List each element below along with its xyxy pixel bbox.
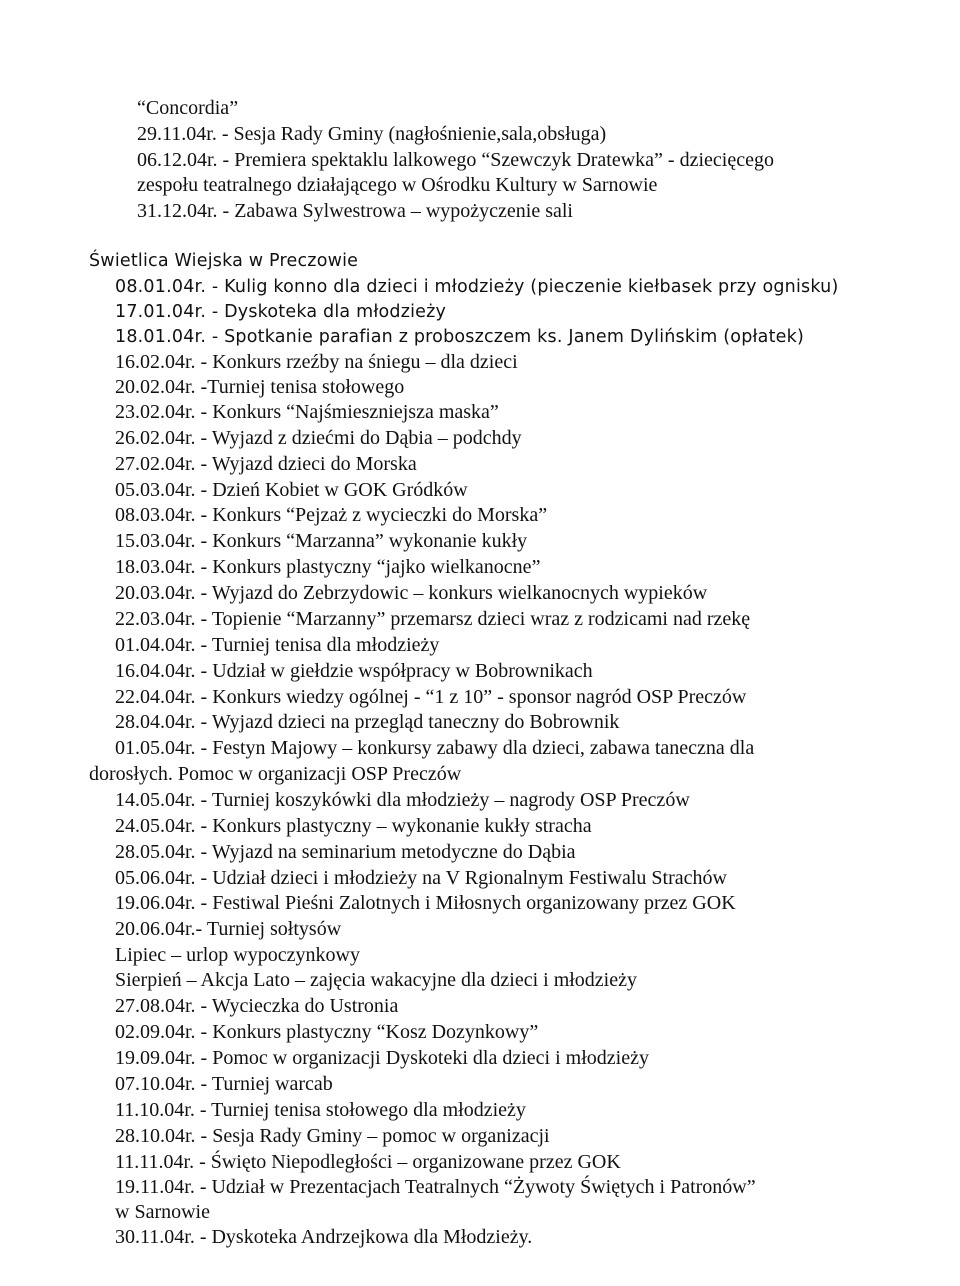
entry-line: Sierpień – Akcja Lato – zajęcia wakacyjne dla dzieci i młodzieży — [115, 969, 637, 991]
entry-line: 06.12.04r. - Premiera spektaklu lalkowego “Szewczyk Dratewka” - dziecięcego — [137, 149, 774, 171]
entry-line: Lipiec – urlop wypoczynkowy — [115, 944, 360, 966]
entry-line: 19.09.04r. - Pomoc w organizacji Dyskoteki dla dzieci i młodzieży — [115, 1047, 649, 1069]
entry-continuation: w Sarnowie — [115, 1201, 210, 1223]
entry-line: 11.11.04r. - Święto Niepodległości – organizowane przez GOK — [115, 1151, 621, 1173]
entry-line: 19.06.04r. - Festiwal Pieśni Zalotnych i Miłosnych organizowany przez GOK — [115, 892, 736, 914]
entry-line: 11.10.04r. - Turniej tenisa stołowego dla młodzieży — [115, 1099, 526, 1121]
entry-line: 22.03.04r. - Topienie “Marzanny” przemarsz dzieci wraz z rodzicami nad rzekę — [115, 608, 751, 630]
entry-line: 08.01.04r. - Kulig konno dla dzieci i młodzieży (pieczenie kiełbasek przy ognisku) — [115, 277, 839, 297]
entry-line: 22.04.04r. - Konkurs wiedzy ogólnej - “1 z 10” - sponsor nagród OSP Preczów — [115, 686, 747, 708]
section-header-concordia: “Concordia” — [137, 97, 239, 119]
entry-line: 16.02.04r. - Konkurs rzeźby na śniegu – dla dzieci — [115, 351, 518, 373]
entry-line: 26.02.04r. - Wyjazd z dziećmi do Dąbia – podchdy — [115, 427, 522, 449]
entry-line: 24.05.04r. - Konkurs plastyczny – wykonanie kukły stracha — [115, 815, 592, 837]
entry-line: 14.05.04r. - Turniej koszykówki dla młodzieży – nagrody OSP Preczów — [115, 789, 690, 811]
entry-line: 08.03.04r. - Konkurs “Pejzaż z wycieczki do Morska” — [115, 504, 548, 526]
entry-line: 02.09.04r. - Konkurs plastyczny “Kosz Dozynkowy” — [115, 1021, 539, 1043]
entry-line: 17.01.04r. - Dyskoteka dla młodzieży — [115, 302, 447, 322]
entry-line: 05.03.04r. - Dzień Kobiet w GOK Gródków — [115, 479, 468, 501]
entry-line: 28.04.04r. - Wyjazd dzieci na przegląd taneczny do Bobrownik — [115, 711, 620, 733]
section-header-swietlica: Świetlica Wiejska w Preczowie — [89, 251, 359, 271]
entry-line: 01.05.04r. - Festyn Majowy – konkursy zabawy dla dzieci, zabawa taneczna dla — [115, 737, 755, 759]
entry-continuation: dorosłych. Pomoc w organizacji OSP Preczów — [89, 763, 462, 785]
entry-line: 29.11.04r. - Sesja Rady Gminy (nagłośnienie,sala,obsługa) — [137, 123, 607, 145]
entry-line: 01.04.04r. - Turniej tenisa dla młodzieży — [115, 634, 440, 656]
entry-line: 27.08.04r. - Wycieczka do Ustronia — [115, 995, 399, 1017]
entry-line: 20.03.04r. - Wyjazd do Zebrzydowic – konkurs wielkanocnych wypieków — [115, 582, 708, 604]
entry-line: 16.04.04r. - Udział w giełdzie współpracy w Bobrownikach — [115, 660, 593, 682]
entry-line: 28.05.04r. - Wyjazd na seminarium metodyczne do Dąbia — [115, 841, 576, 863]
entry-line: 28.10.04r. - Sesja Rady Gminy – pomoc w organizacji — [115, 1125, 550, 1147]
entry-line: 31.12.04r. - Zabawa Sylwestrowa – wypożyczenie sali — [137, 200, 573, 222]
entry-line: 18.03.04r. - Konkurs plastyczny “jajko wielkanocne” — [115, 556, 541, 578]
entry-line: 07.10.04r. - Turniej warcab — [115, 1073, 333, 1095]
entry-line: zespołu teatralnego działającego w Ośrodku Kultury w Sarnowie — [137, 174, 658, 196]
entry-line: 20.06.04r.- Turniej sołtysów — [115, 918, 342, 940]
entry-line: 18.01.04r. - Spotkanie parafian z proboszczem ks. Janem Dylińskim (opłatek) — [115, 327, 804, 347]
entry-line: 20.02.04r. -Turniej tenisa stołowego — [115, 376, 405, 398]
entry-line: 27.02.04r. - Wyjazd dzieci do Morska — [115, 453, 417, 475]
entry-line: 05.06.04r. - Udział dzieci i młodzieży na V Rgionalnym Festiwalu Strachów — [115, 867, 727, 889]
entry-line: 15.03.04r. - Konkurs “Marzanna” wykonanie kukły — [115, 530, 528, 552]
entry-line: 30.11.04r. - Dyskoteka Andrzejkowa dla Młodzieży. — [115, 1226, 533, 1248]
entry-line: 19.11.04r. - Udział w Prezentacjach Teatralnych “Żywoty Świętych i Patronów” — [115, 1176, 756, 1198]
entry-line: 23.02.04r. - Konkurs “Najśmieszniejsza maska” — [115, 401, 499, 423]
